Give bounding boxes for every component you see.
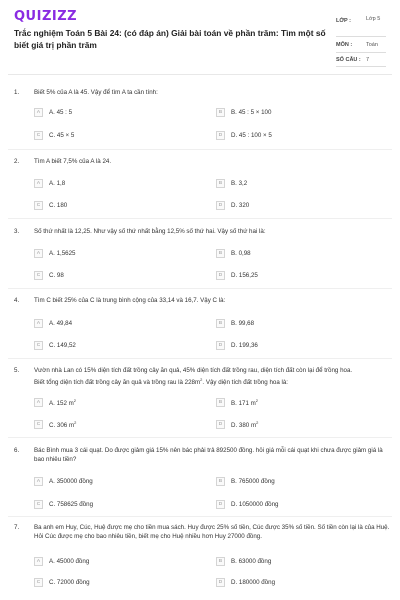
option-d[interactable] xyxy=(216,341,258,350)
option-b[interactable] xyxy=(216,179,247,188)
option-letter-box: C xyxy=(34,201,43,210)
option-d[interactable] xyxy=(216,420,258,429)
option-letter-box: D xyxy=(216,201,225,210)
option-a[interactable] xyxy=(34,319,72,328)
option-letter-box: A xyxy=(34,108,43,117)
question-number: 6. xyxy=(14,447,20,454)
option-text: D. 180000 đồng xyxy=(231,579,276,586)
option-letter-box: C xyxy=(34,131,43,140)
option-letter-box: C xyxy=(34,271,43,280)
option-b[interactable] xyxy=(216,249,251,258)
option-value: D. 380 xyxy=(231,422,251,430)
option-text: B. 99,68 xyxy=(231,320,255,327)
superscript: 2 xyxy=(74,420,77,425)
question-divider xyxy=(8,516,392,517)
option-text: A. 1,8 xyxy=(49,180,66,187)
question-divider xyxy=(8,288,392,289)
option-letter-box: D xyxy=(216,500,225,509)
option-a[interactable] xyxy=(34,398,76,407)
page-title: Trắc nghiệm Toán 5 Bài 24: (có đáp án) Giải bài toán về phần trăm: Tìm một số biết giá trị phần trăm xyxy=(14,28,326,50)
question-divider xyxy=(8,358,392,359)
option-letter-box: C xyxy=(34,578,43,587)
option-text: D. 199,36 xyxy=(231,342,258,349)
question-text: Ba anh em Huy, Cúc, Huệ được mẹ cho tiền mua sách. Huy được 25% số tiền, Cúc được 35% số tiền. Số tiền còn lại là của Huệ. Hỏi Cúc được mẹ cho bao nhiêu tiền, biết mẹ cho Huệ nhiều hơn Huy 27000 đồng. xyxy=(34,524,390,540)
option-text: C. 72000 đồng xyxy=(49,579,90,586)
lop-underline xyxy=(336,36,386,37)
lop-label: LỚP : xyxy=(336,18,351,24)
mon-value: Toán xyxy=(366,42,378,48)
unit: m xyxy=(250,400,256,408)
option-letter-box: A xyxy=(34,477,43,486)
question-text-line-2-start: Biết tổng diện tích đất trồng cây ăn quả và trồng rau là 228m xyxy=(34,378,201,386)
option-letter-box: B xyxy=(216,319,225,328)
option-c[interactable] xyxy=(34,500,93,509)
option-b[interactable] xyxy=(216,398,258,407)
option-text: C. 180 xyxy=(49,202,68,209)
option-text: D. 45 : 100 × 5 xyxy=(231,132,272,139)
option-b[interactable] xyxy=(216,557,271,566)
option-text: D. 1050000 đồng xyxy=(231,501,279,508)
option-text: A. 45 : 5 xyxy=(49,109,73,116)
option-text: A. 350000 đồng xyxy=(49,478,93,485)
option-letter-box: D xyxy=(216,420,225,429)
option-text: A. 49,84 xyxy=(49,320,73,327)
option-c[interactable] xyxy=(34,201,67,210)
option-letter-box: D xyxy=(216,271,225,280)
option-letter-box: A xyxy=(34,557,43,566)
superscript: 2 xyxy=(255,398,258,403)
option-letter-box: A xyxy=(34,319,43,328)
option-text: B. 765000 đồng xyxy=(231,478,275,485)
option-letter-box: C xyxy=(34,420,43,429)
mon-underline xyxy=(336,52,386,53)
option-b[interactable] xyxy=(216,477,275,486)
lop-value: Lớp 5 xyxy=(366,16,381,22)
socau-value: 7 xyxy=(366,57,370,63)
superscript: 2 xyxy=(73,398,76,403)
option-text xyxy=(49,420,76,429)
socau-underline xyxy=(336,66,386,67)
option-text: A. 45000 đồng xyxy=(49,558,90,565)
option-letter-box: D xyxy=(216,341,225,350)
mon-label: MÔN : xyxy=(336,42,353,48)
option-letter-box: B xyxy=(216,108,225,117)
option-letter-box: A xyxy=(34,179,43,188)
option-d[interactable] xyxy=(216,500,278,509)
option-b[interactable] xyxy=(216,319,254,328)
unit: m xyxy=(250,422,257,430)
option-text xyxy=(231,420,258,429)
option-text: B. 63000 đồng xyxy=(231,558,272,565)
option-letter-box: C xyxy=(34,500,43,509)
question-text-line-2-end: . Vậy diện tích đất trồng hoa là: xyxy=(202,378,289,386)
option-letter-box: A xyxy=(34,249,43,258)
option-text: B. 0,98 xyxy=(231,250,251,257)
question-text-line-1: Vườn nhà Lan có 15% diện tích đất trồng cây ăn quả, 45% diện tích đất trồng rau, diện tích đất còn lại để trồng hoa. xyxy=(34,367,353,374)
option-c[interactable] xyxy=(34,341,76,350)
question-divider xyxy=(8,437,392,438)
option-value: A. 152 xyxy=(49,400,69,408)
question-divider xyxy=(8,218,392,219)
option-a[interactable] xyxy=(34,557,89,566)
option-value: C. 306 xyxy=(49,422,69,430)
question-divider xyxy=(8,149,392,150)
question-number: 5. xyxy=(14,367,20,374)
option-text: A. 1,5625 xyxy=(49,250,76,257)
option-text xyxy=(231,398,258,407)
option-text: C. 758625 đồng xyxy=(49,501,94,508)
option-a[interactable] xyxy=(34,179,65,188)
option-d[interactable] xyxy=(216,271,258,280)
option-text: D. 320 xyxy=(231,202,250,209)
option-letter-box: B xyxy=(216,249,225,258)
option-text xyxy=(49,398,76,407)
question-text: Tìm C biết 25% của C là trung bình cộng của 33,14 và 16,7. Vậy C là: xyxy=(34,297,226,304)
option-c[interactable] xyxy=(34,271,64,280)
option-a[interactable] xyxy=(34,108,72,117)
option-letter-box: B xyxy=(216,179,225,188)
option-value: B. 171 xyxy=(231,400,251,408)
unit: m xyxy=(68,400,74,408)
superscript: 2 xyxy=(256,420,259,425)
question-number: 1. xyxy=(14,89,20,96)
header-divider xyxy=(8,74,392,75)
question-number: 3. xyxy=(14,228,20,235)
question-text-line-2 xyxy=(34,376,390,388)
superscript: 2 xyxy=(200,376,203,382)
question-number: 7. xyxy=(14,524,20,531)
unit: m xyxy=(68,422,75,430)
option-letter-box: D xyxy=(216,131,225,140)
question-text: Biết 5% của A là 45. Vậy để tìm A ta cần tính: xyxy=(34,89,158,96)
question-text xyxy=(34,367,390,387)
question-text: Tìm A biết 7,5% của A là 24. xyxy=(34,158,112,165)
option-a[interactable] xyxy=(34,249,76,258)
option-text: C. 98 xyxy=(49,272,64,279)
option-letter-box: B xyxy=(216,477,225,486)
quizizz-logo: QUIZIZZ xyxy=(14,9,78,24)
option-text: B. 45 : 5 × 100 xyxy=(231,109,272,116)
option-d[interactable] xyxy=(216,131,272,140)
option-c[interactable] xyxy=(34,420,76,429)
option-letter-box: D xyxy=(216,578,225,587)
option-text: C. 45 × 5 xyxy=(49,132,75,139)
question-text: Số thứ nhất là 12,25. Như vậy số thứ nhất bằng 12,5% số thứ hai. Vậy số thứ hai là: xyxy=(34,228,266,235)
question-number: 2. xyxy=(14,158,20,165)
question-text: Bác Bình mua 3 cái quạt. Do được giảm giá 15% nên bác phải trả 892500 đồng. hỏi giá mỗi cái quạt khi chưa được giảm giá là bao nhiêu tiền? xyxy=(34,447,383,463)
option-text: D. 156,25 xyxy=(231,272,258,279)
option-c[interactable] xyxy=(34,578,90,587)
option-letter-box: A xyxy=(34,398,43,407)
option-d[interactable] xyxy=(216,201,249,210)
option-c[interactable] xyxy=(34,131,74,140)
option-b[interactable] xyxy=(216,108,271,117)
option-a[interactable] xyxy=(34,477,93,486)
question-number: 4. xyxy=(14,297,20,304)
option-letter-box: B xyxy=(216,557,225,566)
option-text: B. 3,2 xyxy=(231,180,248,187)
option-d[interactable] xyxy=(216,578,275,587)
option-text: C. 149,52 xyxy=(49,342,76,349)
socau-label: SỐ CÂU : xyxy=(336,57,361,63)
option-letter-box: C xyxy=(34,341,43,350)
option-letter-box: B xyxy=(216,398,225,407)
